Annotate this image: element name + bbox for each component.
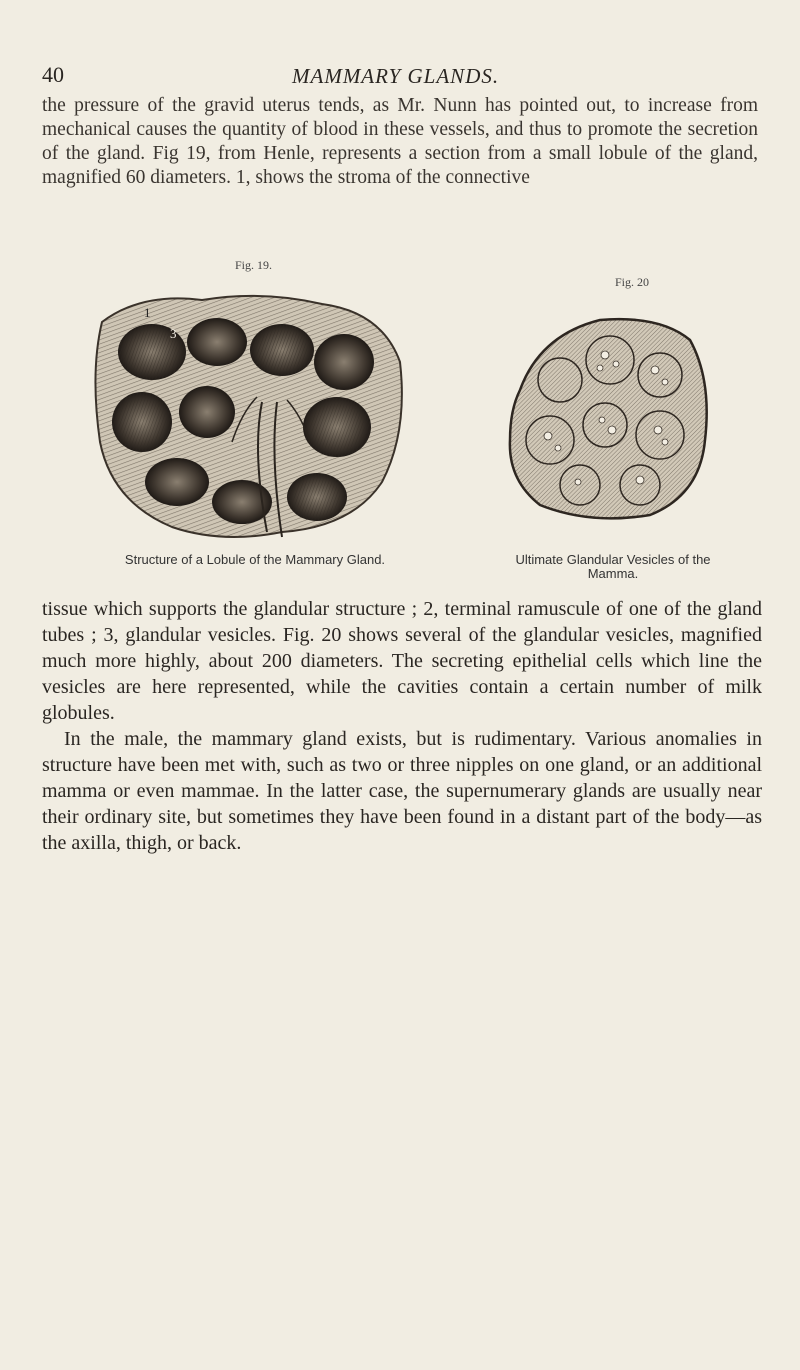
figure-19-marker-3: 3 [170, 326, 177, 341]
page-number: 40 [42, 62, 64, 87]
running-title: MAMMARY GLANDS. [292, 64, 500, 88]
figure-19-marker-1: 1 [144, 305, 151, 320]
paragraph-1: the pressure of the gravid uterus tends, as Mr. Nunn has pointed out, to increase from mechanical causes the quantity of blood in these vessels, and thus to promote the secretion of the gland. Fig 19, from Henle, represents a section from a small lobule of the gland, magnified 60 diameters. 1, shows the stroma of the connective [42, 95, 758, 188]
figure-19-label: Fig. 19. [235, 258, 273, 272]
figure-20-engraving [500, 300, 715, 525]
paragraph-3: In the male, the mammary gland exists, but is rudimentary. Various anomalies in structure have been met with, such as two or three nipples on one gland, or an additional mamma or even mammae. In the latter case, the supernumerary glands are usually near their ordinary site, but sometimes they have been found in a distant part of the body—as the axilla, thigh, or back. [42, 728, 762, 854]
paragraph-2: tissue which supports the glandular structure ; 2, terminal ramuscule of one of the gland tubes ; 3, glandular vesicles. Fig. 20 shows several of the glandular vesicles, magnified much more highly, about 200 diameters. The secreting epithelial cells which line the vesicles are here represented, while the cavities contain a certain number of milk globules. [42, 598, 762, 724]
figure-20-caption: Ultimate Glandular Vesicles of the Mamma. [515, 552, 711, 581]
figure-19-caption: Structure of a Lobule of the Mammary Gland. [124, 552, 386, 567]
figure-20-label: Fig. 20 [615, 275, 650, 289]
page-header [42, 62, 762, 92]
figure-19-engraving [82, 282, 412, 547]
